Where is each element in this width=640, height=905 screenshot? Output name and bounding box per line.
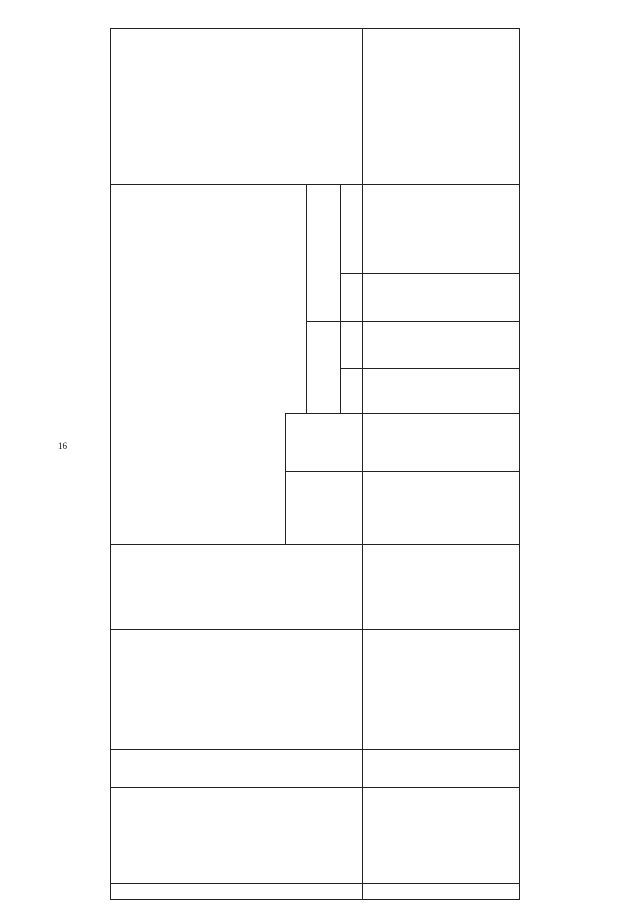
volume-header-line (285, 414, 286, 545)
column-line-3 (110, 629, 520, 630)
table-border-right (110, 28, 520, 29)
terms-header-line (306, 185, 307, 414)
column-line-2 (110, 749, 520, 750)
table-border-bottom (519, 28, 520, 900)
header-bottom-line (362, 28, 363, 900)
financing-table (110, 28, 520, 900)
column-line-4 (110, 544, 520, 545)
sub-column-line-0 (285, 471, 520, 472)
column-line-5 (110, 184, 520, 185)
terms-sub-line (340, 185, 341, 414)
table-border-left (110, 899, 520, 900)
column-line-0 (110, 883, 520, 884)
date-line-0 (340, 368, 520, 369)
sub-column-line-1 (285, 413, 520, 414)
page-number: 16 (58, 441, 67, 451)
column-line-1 (110, 787, 520, 788)
rotated-table (110, 28, 520, 900)
terms-split-line (306, 321, 520, 322)
table-border-top (110, 28, 111, 900)
date-line-1 (340, 273, 520, 274)
